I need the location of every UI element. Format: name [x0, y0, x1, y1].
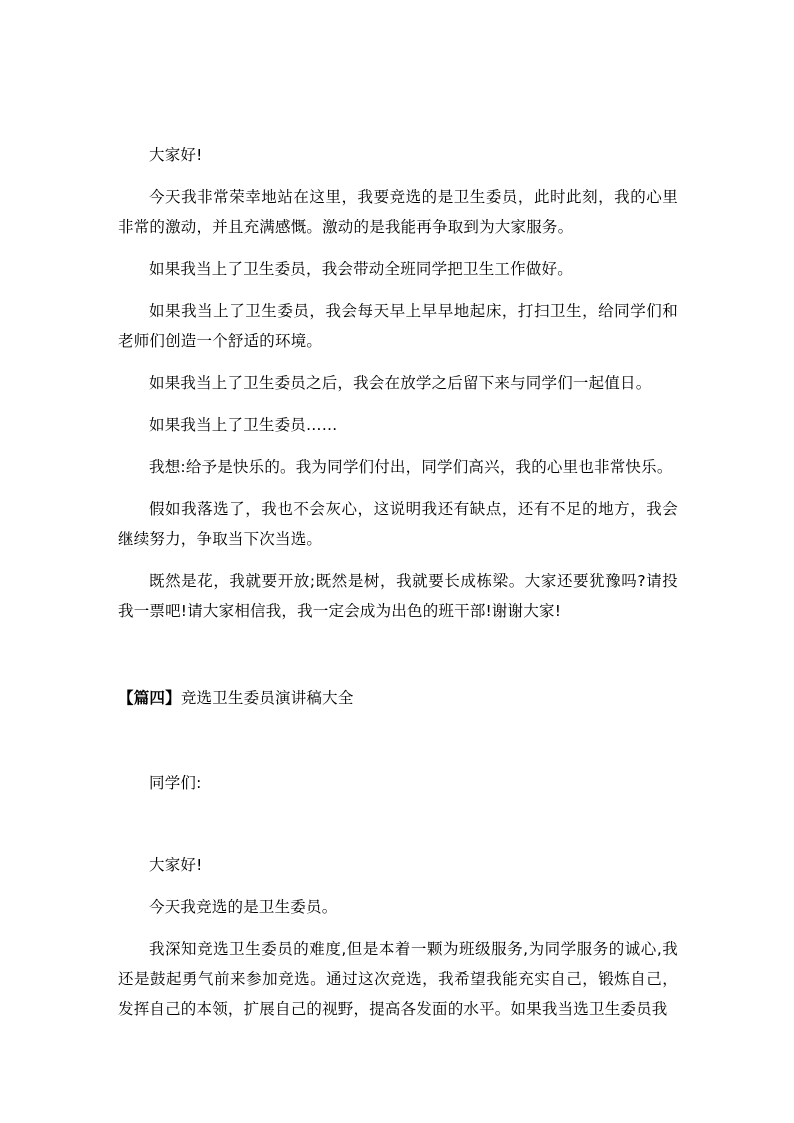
intro-paragraph: 今天我非常荣幸地站在这里，我要竞选的是卫生委员，此时此刻，我的心里非常的激动，并且充满感慨。激动的是我能再争取到为大家服务。: [118, 188, 678, 236]
pledge-paragraph-2: 如果我当上了卫生委员，我会每天早上早早地起床，打扫卫生，给同学们和老师们创造一个舒适的环境。: [118, 302, 678, 350]
section-heading-label: 【篇四】: [118, 689, 181, 707]
section-heading-title: 竞选卫生委员演讲稿大全: [180, 689, 354, 707]
if-lose-paragraph: 假如我落选了，我也不会灰心，这说明我还有缺点，还有不足的地方，我会继续努力，争取当下次当选。: [118, 500, 678, 548]
pledge-paragraph-1: 如果我当上了卫生委员，我会带动全班同学把卫生工作做好。: [149, 260, 573, 278]
closing-paragraph: 既然是花，我就要开放;既然是树，我就要长成栋梁。大家还要犹豫吗?请投我一票吧!请大家相信我，我一定会成为出色的班干部!谢谢大家!: [118, 572, 678, 620]
pledge-paragraph-3: 如果我当上了卫生委员之后，我会在放学之后留下来与同学们一起值日。: [149, 374, 652, 392]
candidacy-paragraph: 今天我竞选的是卫生委员。: [149, 898, 338, 916]
reflection-paragraph: 我想:给予是快乐的。我为同学们付出，同学们高兴，我的心里也非常快乐。: [149, 458, 673, 476]
greeting-paragraph-2: 大家好!: [149, 856, 203, 874]
section-heading: [118, 683, 678, 713]
greeting-paragraph: 大家好!: [149, 146, 203, 164]
pledge-paragraph-4: 如果我当上了卫生委员……: [149, 416, 338, 434]
motivation-paragraph: 我深知竞选卫生委员的难度,但是本着一颗为班级服务,为同学服务的诚心,我还是鼓起勇气前来参加竞选。通过这次竞选，我希望我能充实自己，锻炼自己，发挥自己的本领，扩展自己的视野，提高各发面的水平。如果我当选卫生委员我: [118, 940, 678, 1018]
salutation-paragraph: 同学们:: [149, 774, 202, 792]
